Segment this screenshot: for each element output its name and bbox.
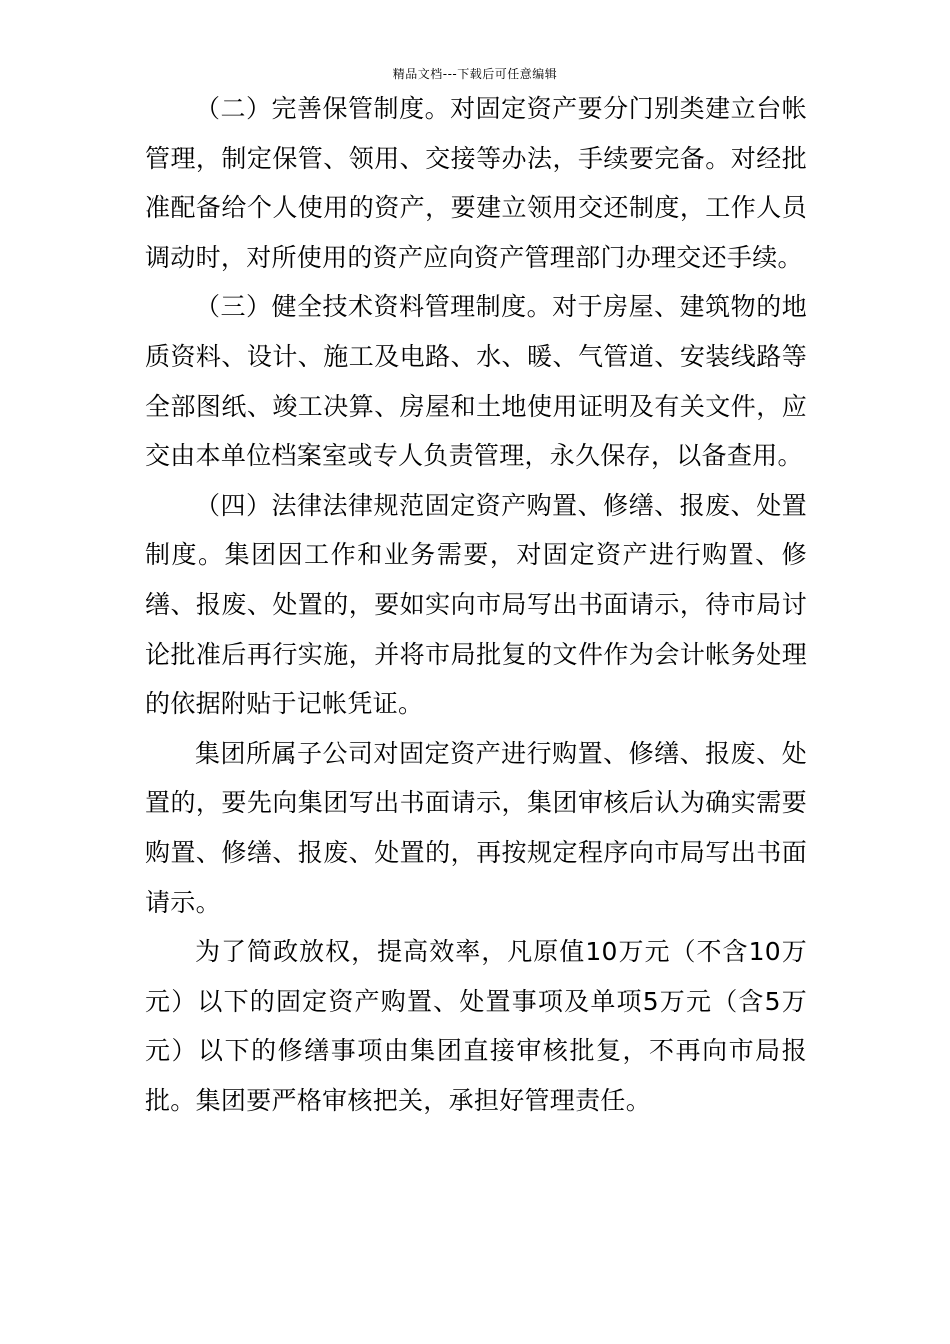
- paragraph-2: （二）完善保管制度。对固定资产要分门别类建立台帐管理，制定保管、领用、交接等办法，手续要完备。对经批准配备给个人使用的资产，要建立领用交还制度，工作人员调动时，对所使用的资产应向资产管理部门办理交还手续。: [145, 94, 807, 272]
- page-header: 精品文档---下载后可任意编辑: [392, 67, 558, 81]
- paragraph-3: （三）健全技术资料管理制度。对于房屋、建筑物的地质资料、设计、施工及电路、水、暖、气管道、安装线路等全部图纸、竣工决算、房屋和土地使用证明及有关文件，应交由本单位档案室或专人负责管理，永久保存，以备查用。: [145, 292, 807, 471]
- document-body: [145, 84, 807, 1125]
- paragraph-4: （四）法律法律规范固定资产购置、修缮、报废、处置制度。集团因工作和业务需要，对固定资产进行购置、修缮、报废、处置的，要如实向市局写出书面请示，待市局讨论批准后再行实施，并将市局批复的文件作为会计帐务处理的依据附贴于记帐凭证。: [145, 490, 807, 719]
- paragraph-subsidiary: 集团所属子公司对固定资产进行购置、修缮、报废、处置的，要先向集团写出书面请示，集团审核后认为确实需要购置、修缮、报废、处置的，再按规定程序向市局写出书面请示。: [145, 738, 807, 917]
- paragraph-delegation: 为了简政放权，提高效率，凡原值10万元（不含10万元）以下的固定资产购置、处置事项及单项5万元（含5万元）以下的修缮事项由集团直接审核批复，不再向市局报批。集团要严格审核把关，承担好管理责任。: [145, 937, 807, 1115]
